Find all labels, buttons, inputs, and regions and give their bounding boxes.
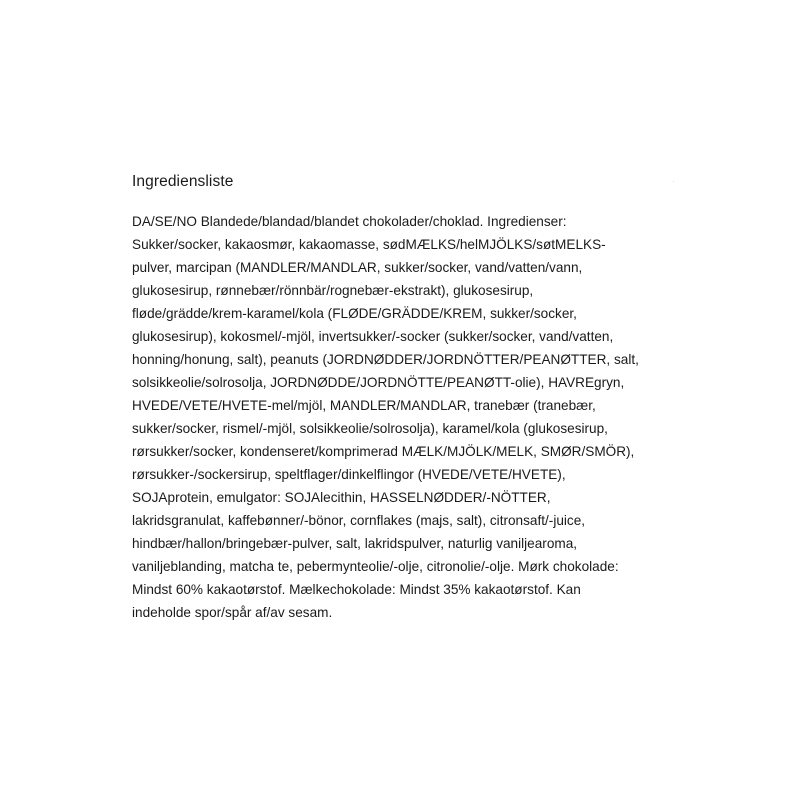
ingredients-line: HVEDE/VETE/HVETE-mel/mjöl, MANDLER/MANDLAR, tranebær (tranebær, — [132, 398, 596, 413]
ingredients-line: Mindst 60% kakaotørstof. Mælkechokolade: Mindst 35% kakaotørstof. Kan — [132, 582, 581, 597]
ingredients-line: DA/SE/NO Blandede/blandad/blandet chokolader/choklad. Ingredienser: — [132, 214, 567, 229]
decorative-dot — [673, 181, 674, 182]
ingredients-line: sukker/socker, rismel/-mjöl, solsikkeolie/solrosolja), karamel/kola (glukosesirup, — [132, 421, 608, 436]
ingredients-line: Sukker/socker, kakaosmør, kakaomasse, sødMÆLKS/helMJÖLKS/søtMELKS- — [132, 237, 606, 252]
ingredients-line: pulver, marcipan (MANDLER/MANDLAR, sukker/socker, vand/vatten/vann, — [132, 260, 583, 275]
ingredients-text — [132, 210, 692, 624]
ingredients-heading: Ingrediensliste — [132, 173, 234, 190]
ingredients-line: honning/honung, salt), peanuts (JORDNØDDER/JORDNÖTTER/PEANØTTER, salt, — [132, 352, 639, 367]
ingredients-line: hindbær/hallon/bringebær-pulver, salt, lakridspulver, naturlig vaniljearoma, — [132, 536, 578, 551]
ingredients-line: lakridsgranulat, kaffebønner/-bönor, cornflakes (majs, salt), citronsaft/-juice, — [132, 513, 586, 528]
ingredients-line: SOJAprotein, emulgator: SOJAlecithin, HASSELNØDDER/-NÖTTER, — [132, 490, 551, 505]
ingredients-line: glukosesirup), kokosmel/-mjöl, invertsukker/-socker (sukker/socker, vand/vatten, — [132, 329, 614, 344]
ingredients-line: rørsukker/socker, kondenseret/komprimerad MÆLK/MJÖLK/MELK, SMØR/SMÖR), — [132, 444, 635, 459]
ingredient-panel — [132, 172, 692, 624]
ingredients-line: glukosesirup, rønnebær/rönnbär/rognebær-ekstrakt), glukosesirup, — [132, 283, 534, 298]
ingredients-line: solsikkeolie/solrosolja, JORDNØDDE/JORDNÖTTE/PEANØTT-olie), HAVREgryn, — [132, 375, 625, 390]
ingredients-line: indeholde spor/spår af/av sesam. — [132, 605, 333, 620]
ingredients-line: rørsukker-/sockersirup, speltflager/dinkelflingor (HVEDE/VETE/HVETE), — [132, 467, 566, 482]
ingredients-line: vaniljeblanding, matcha te, pebermynteolie/-olje, citronolie/-olje. Mørk chokolade: — [132, 559, 619, 574]
ingredients-line: fløde/grädde/krem-karamel/kola (FLØDE/GRÄDDE/KREM, sukker/socker, — [132, 306, 577, 321]
